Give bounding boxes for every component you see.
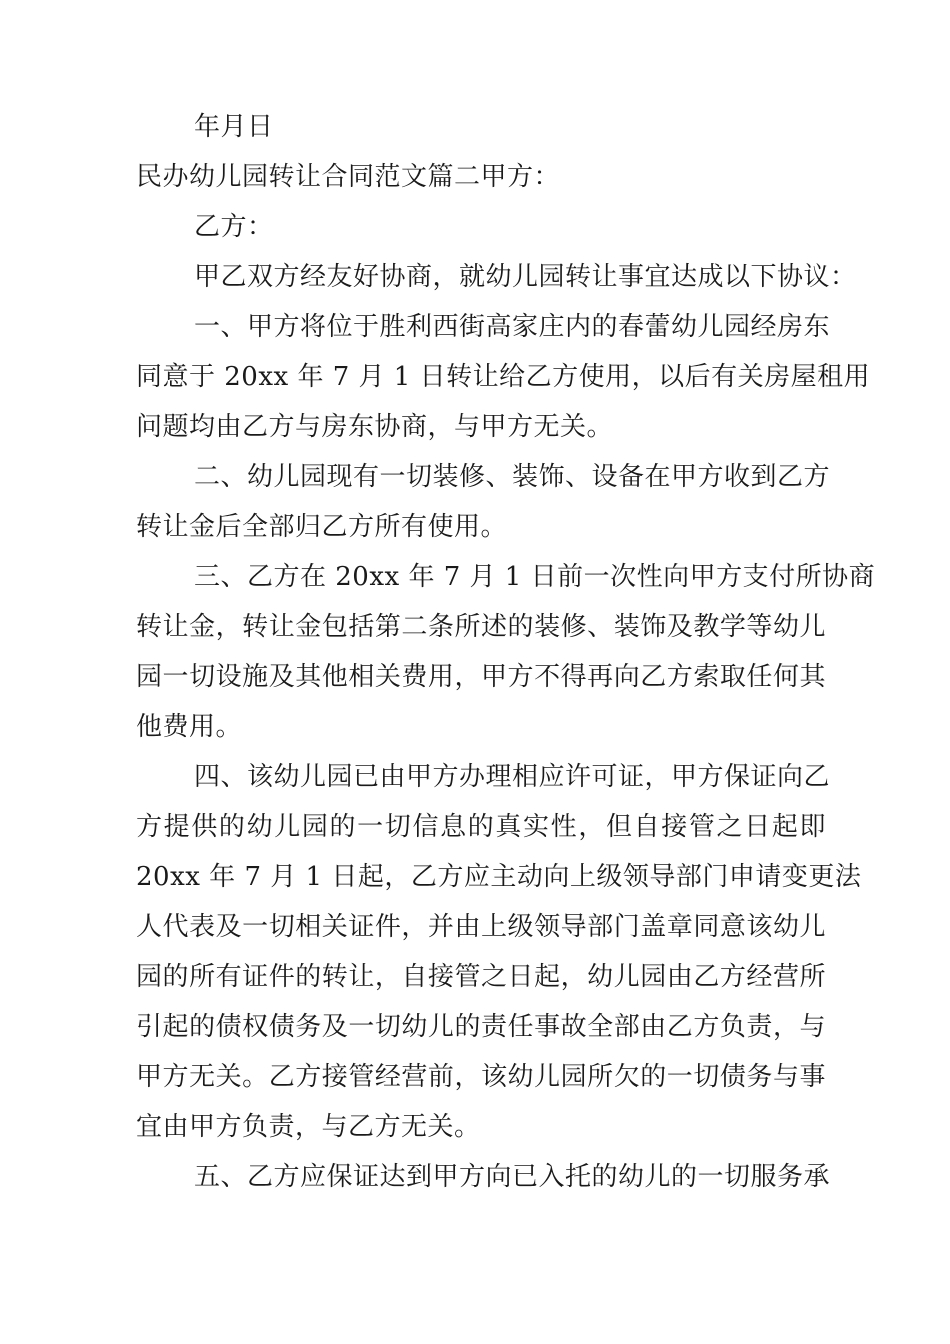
paragraph-line: 五、乙方应保证达到甲方向已入托的幼儿的一切服务承 [194, 1162, 831, 1192]
paragraph-line: 20xx 年 7 月 1 日起，乙方应主动向上级领导部门申请变更法 [136, 862, 862, 892]
paragraph-line: 转让金后全部归乙方所有使用。 [136, 512, 508, 542]
paragraph-line: 转让金，转让金包括第二条所述的装修、装饰及教学等幼儿 [136, 612, 826, 642]
paragraph-line: 他费用。 [136, 712, 243, 742]
section-heading: 民办幼儿园转让合同范文篇二甲方： [136, 162, 561, 192]
paragraph-line: 引起的债权债务及一切幼儿的责任事故全部由乙方负责，与 [136, 1012, 826, 1042]
paragraph-line: 问题均由乙方与房东协商，与甲方无关。 [136, 412, 614, 442]
paragraph-line: 人代表及一切相关证件，并由上级领导部门盖章同意该幼儿 [136, 912, 826, 942]
paragraph-line: 甲方无关。乙方接管经营前，该幼儿园所欠的一切债务与事 [136, 1062, 826, 1092]
paragraph-line: 四、该幼儿园已由甲方办理相应许可证，甲方保证向乙 [194, 762, 831, 792]
paragraph-line: 宜由甲方负责，与乙方无关。 [136, 1112, 481, 1142]
paragraph-line: 方提供的幼儿园的一切信息的真实性，但自接管之日起即 [136, 812, 826, 842]
party-b-line: 乙方： [194, 212, 274, 242]
paragraph-line: 园一切设施及其他相关费用，甲方不得再向乙方索取任何其 [136, 662, 826, 692]
date-line: 年月日 [194, 112, 274, 142]
paragraph-line: 一、甲方将位于胜利西街高家庄内的春蕾幼儿园经房东 [194, 312, 831, 342]
paragraph-line: 三、乙方在 20xx 年 7 月 1 日前一次性向甲方支付所协商 [194, 562, 876, 592]
paragraph-line: 同意于 20xx 年 7 月 1 日转让给乙方使用，以后有关房屋租用 [136, 362, 871, 392]
paragraph-line: 园的所有证件的转让，自接管之日起，幼儿园由乙方经营所 [136, 962, 826, 992]
paragraph-line: 二、幼儿园现有一切装修、装饰、设备在甲方收到乙方 [194, 462, 831, 492]
paragraph-line: 甲乙双方经友好协商，就幼儿园转让事宜达成以下协议： [194, 262, 857, 292]
